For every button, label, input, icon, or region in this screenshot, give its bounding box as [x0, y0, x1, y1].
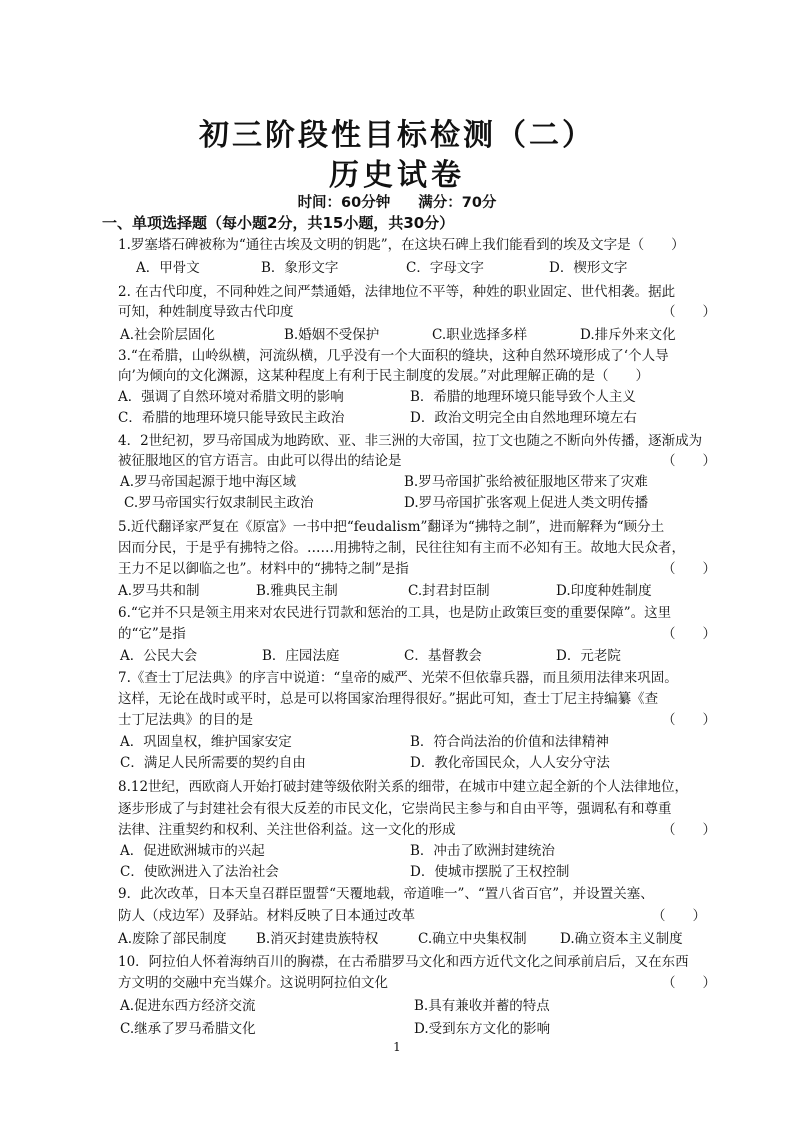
question-6-option-d[interactable]: D．元老院: [556, 648, 621, 664]
question-3-line-2: 向’为倾向的文化渊源，这某种程度上有利于民主制度的发展。”对此理解正确的是（ ）: [118, 368, 649, 384]
question-7-line-2: 这样，无论在战时或平时，总是可以将国家治理得很好。”据此可知，查士丁尼主持编纂《查: [118, 691, 659, 707]
question-9-line-2: 防人（戍边军）及驿站。材料反映了日本通过改革: [118, 908, 415, 924]
question-7-option-b[interactable]: B．符合尚法治的价值和法律精神: [410, 734, 609, 750]
question-2-option-c[interactable]: C.职业选择多样: [432, 327, 528, 343]
question-6-line-1: 6.“它并不只是领主用来对农民进行罚款和惩治的工具，也是防止政策巨变的重要保障”。这里: [118, 605, 672, 621]
exam-meta: [0, 191, 794, 212]
time-limit: 时间：60分钟: [297, 195, 391, 211]
question-10-line-1: 10．阿拉伯人怀着海纳百川的胸襟，在古希腊罗马文化和西方近代文化之间承前启后，又在东西: [118, 954, 689, 970]
question-1-option-a[interactable]: A．甲骨文: [136, 260, 200, 276]
question-3-option-b[interactable]: B．希腊的地理环境只能导致个人主义: [410, 389, 636, 405]
question-7-line-3: 士丁尼法典》的目的是: [118, 712, 253, 728]
question-7-option-a[interactable]: A．巩固皇权，维护国家安定: [120, 734, 292, 750]
question-9-line-1: 9．此次改革，日本天皇召群臣盟誓“天覆地载，帝道唯一”、“置八省百官”，并设置关塞、: [118, 886, 654, 902]
question-3-line-1: 3.“在希腊，山岭纵横，河流纵横，几乎没有一个大面积的缝块，这种自然环境形成了‘个人导: [118, 348, 669, 364]
question-1-option-c[interactable]: C．字母文字: [406, 260, 484, 276]
question-1-option-d[interactable]: D．楔形文字: [549, 260, 628, 276]
question-4-option-b[interactable]: B.罗马帝国扩张给被征服地区带来了灾难: [404, 474, 648, 490]
question-2-line-1: 2. 在古代印度，不同种姓之间严禁通婚，法律地位不平等，种姓的职业固定、世代相袭。据此: [118, 284, 676, 300]
question-6-option-a[interactable]: A．公民大会: [120, 648, 198, 664]
question-10-option-b[interactable]: B.具有兼收并蓄的特点: [414, 998, 550, 1014]
question-5-line-2: 因而分民，于是乎有拂特之俗。……用拂特之制，民往往知有主而不必知有王。故地大民众者，: [118, 540, 685, 556]
full-score: 满分：70分: [418, 195, 497, 211]
question-8-option-d[interactable]: D．使城市摆脱了王权控制: [410, 864, 570, 880]
question-5-option-b[interactable]: B.雅典民主制: [256, 583, 338, 599]
question-10-answer-blank[interactable]: （ ）: [662, 975, 716, 991]
question-1-line-1: 1.罗塞塔石碑被称为“通往古埃及文明的钥匙”，在这块石碑上我们能看到的埃及文字是（ ）: [118, 237, 685, 253]
question-7-option-c[interactable]: C．满足人民所需要的契约自由: [120, 755, 306, 771]
question-6-option-c[interactable]: C．基督教会: [404, 648, 482, 664]
question-6-answer-blank[interactable]: （ ）: [662, 626, 716, 642]
question-2-line-2: 可知，种姓制度导致古代印度: [118, 304, 294, 320]
question-9-option-b[interactable]: B.消灭封建贵族特权: [256, 931, 379, 947]
question-5-option-a[interactable]: A.罗马共和制: [118, 583, 200, 599]
question-8-line-2: 逐步形成了与封建社会有很大反差的市民文化，它崇尚民主参与和自由平等，强调私有和尊重: [118, 801, 672, 817]
question-2-option-a[interactable]: A.社会阶层固化: [120, 327, 216, 343]
question-6-option-b[interactable]: B．庄园法庭: [262, 648, 340, 664]
question-3-option-c[interactable]: C．希腊的地理环境只能导致民主政治: [118, 410, 345, 426]
question-4-option-c[interactable]: C.罗马帝国实行奴隶制民主政治: [124, 495, 314, 511]
question-8-option-b[interactable]: B．冲击了欧洲封建统治: [410, 843, 555, 859]
question-10-option-c[interactable]: C.继承了罗马希腊文化: [120, 1021, 256, 1037]
question-4-option-a[interactable]: A.罗马帝国起源于地中海区域: [120, 474, 297, 490]
exam-title: 初三阶段性目标检测（二）: [199, 118, 595, 153]
question-10-option-a[interactable]: A.促进东西方经济交流: [120, 998, 256, 1014]
question-3-option-a[interactable]: A．强调了自然环境对希腊文明的影响: [118, 389, 344, 405]
question-2-answer-blank[interactable]: （ ）: [662, 304, 716, 320]
question-2-option-b[interactable]: B.婚姻不受保护: [284, 327, 380, 343]
question-8-option-a[interactable]: A．促进欧洲城市的兴起: [120, 843, 265, 859]
question-4-option-d[interactable]: D.罗马帝国扩张客观上促进人类文明传播: [404, 495, 649, 511]
question-8-line-1: 8.12世纪，西欧商人开始打破封建等级依附关系的细带，在城市中建立起全新的个人法律地位，: [118, 779, 689, 795]
question-5-option-c[interactable]: C.封君封臣制: [408, 583, 490, 599]
question-5-answer-blank[interactable]: （ ）: [662, 561, 716, 577]
question-10-line-2: 方文明的交融中充当媒介。这说明阿拉伯文化: [118, 975, 388, 991]
question-7-line-1: 7.《查士丁尼法典》的序言中说道：“皇帝的威严、光荣不但依靠兵器，而且须用法律来巩固。: [118, 670, 678, 686]
question-5-line-3: 王力不足以御临之也”。材料中的“拂特之制”是指: [118, 561, 409, 577]
question-5-option-d[interactable]: D.印度种姓制度: [556, 583, 652, 599]
question-9-option-a[interactable]: A.废除了部民制度: [118, 931, 227, 947]
question-9-option-c[interactable]: C.确立中央集权制: [418, 931, 527, 947]
question-7-answer-blank[interactable]: （ ）: [662, 712, 716, 728]
question-6-line-2: 的“它”是指: [118, 626, 186, 642]
question-2-option-d[interactable]: D.排斥外来文化: [580, 327, 676, 343]
section-heading: 一、单项选择题（每小题2分，共15小题，共30分）: [102, 214, 455, 232]
question-8-option-c[interactable]: C．使欧洲进入了法治社会: [120, 864, 279, 880]
question-5-line-1: 5.近代翻译家严复在《原富》一书中把“feudalism”翻译为“拂特之制”，进而解释为“顾分土: [118, 519, 665, 535]
question-4-line-2: 被征服地区的官方语言。由此可以得出的结论是: [118, 453, 402, 469]
question-10-option-d[interactable]: D.受到东方文化的影响: [414, 1021, 551, 1037]
question-9-answer-blank[interactable]: （ ）: [652, 908, 706, 924]
page-number: 1: [393, 1040, 401, 1054]
question-4-line-1: 4．2世纪初，罗马帝国成为地跨欧、亚、非三洲的大帝国，拉丁文也随之不断向外传播，逐渐成为: [118, 433, 703, 449]
question-9-option-d[interactable]: D.确立资本主义制度: [560, 931, 683, 947]
question-8-line-3: 法律、注重契约和权利、关注世俗利益。这一文化的形成: [118, 822, 456, 838]
question-3-option-d[interactable]: D．政治文明完全由自然地理环境左右: [410, 410, 637, 426]
question-1-option-b[interactable]: B．象形文字: [261, 260, 339, 276]
question-4-answer-blank[interactable]: （ ）: [662, 453, 716, 469]
question-7-option-d[interactable]: D．教化帝国民众，人人安分守法: [410, 755, 610, 771]
exam-subject: 历史试卷: [329, 158, 465, 193]
question-8-answer-blank[interactable]: （ ）: [662, 822, 716, 838]
